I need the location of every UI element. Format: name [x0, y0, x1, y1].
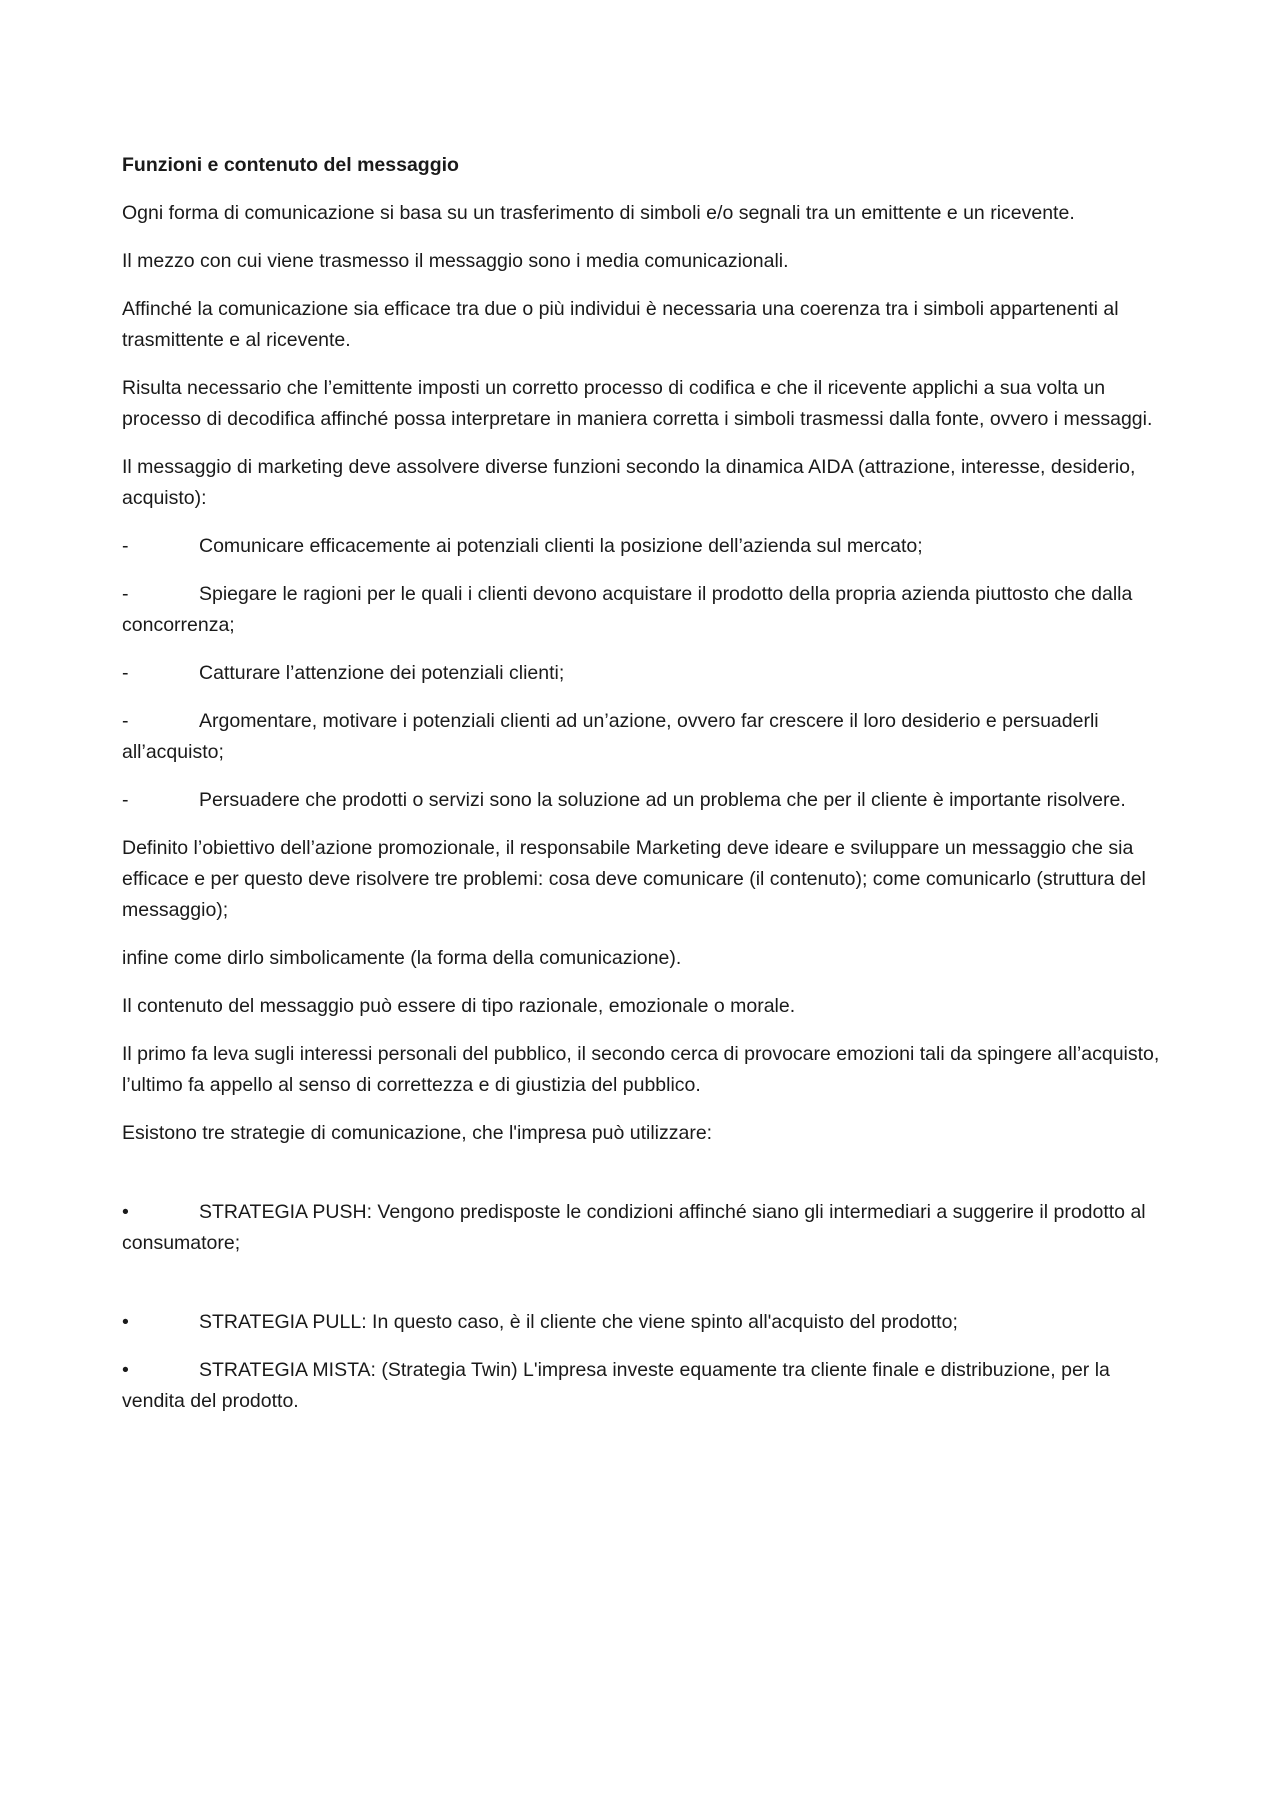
list-item [122, 579, 1172, 641]
strategy-item [122, 1307, 1172, 1338]
paragraph: Esistono tre strategie di comunicazione, che l'impresa può utilizzare: [122, 1122, 713, 1144]
strategy-text: STRATEGIA MISTA: (Strategia Twin) L'impresa investe equamente tra cliente finale e distribuzione, per la vendita del prodotto. [122, 1359, 1110, 1412]
bullet-marker: • [122, 1359, 129, 1381]
strategy-text: STRATEGIA PULL: In questo caso, è il cliente che viene spinto all'acquisto del prodotto; [199, 1311, 958, 1333]
list-item-text: Catturare l’attenzione dei potenziali clienti; [199, 662, 565, 684]
list-item-text: Comunicare efficacemente ai potenziali clienti la posizione dell’azienda sul mercato; [199, 535, 923, 557]
paragraph: Il mezzo con cui viene trasmesso il messaggio sono i media comunicazionali. [122, 250, 789, 272]
list-item [122, 658, 1172, 689]
blank-line [122, 1276, 1172, 1307]
document-title: Funzioni e contenuto del messaggio [122, 154, 459, 176]
paragraph: Ogni forma di comunicazione si basa su un trasferimento di simboli e/o segnali tra un emittente e un ricevente. [122, 202, 1075, 224]
strategy-text: STRATEGIA PUSH: Vengono predisposte le condizioni affinché siano gli intermediari a suggerire il prodotto al consumatore; [122, 1201, 1146, 1254]
dash-marker: - [122, 710, 129, 732]
paragraph: Il messaggio di marketing deve assolvere diverse funzioni secondo la dinamica AIDA (attrazione, interesse, desiderio, acquisto): [122, 456, 1136, 509]
dash-marker: - [122, 583, 129, 605]
strategy-item [122, 1355, 1172, 1417]
dash-marker: - [122, 662, 129, 684]
list-item [122, 785, 1172, 816]
dash-marker: - [122, 535, 129, 557]
paragraph: Affinché la comunicazione sia efficace tra due o più individui è necessaria una coerenza tra i simboli appartenenti al trasmittente e al ricevente. [122, 298, 1119, 351]
paragraph: Risulta necessario che l’emittente imposti un corretto processo di codifica e che il ricevente applichi a sua volta un processo di decodifica affinché possa interpretare in maniera corretta i simboli trasmessi dalla fonte, ovvero i messaggi. [122, 377, 1153, 430]
dash-marker: - [122, 789, 129, 811]
paragraph: Il primo fa leva sugli interessi personali del pubblico, il secondo cerca di provocare emozioni tali da spingere all’acquisto, l’ultimo fa appello al senso di correttezza e di giustizia del pubblico. [122, 1043, 1160, 1096]
list-item [122, 531, 1172, 562]
list-item-text: Persuadere che prodotti o servizi sono la soluzione ad un problema che per il cliente è importante risolvere. [199, 789, 1126, 811]
paragraph: Definito l’obiettivo dell’azione promozionale, il responsabile Marketing deve ideare e sviluppare un messaggio che sia efficace e per questo deve risolvere tre problemi: cosa deve comunicare (il contenuto); come comunicarlo (struttura del messaggio); [122, 837, 1146, 921]
paragraph: Il contenuto del messaggio può essere di tipo razionale, emozionale o morale. [122, 995, 796, 1017]
bullet-marker: • [122, 1201, 129, 1223]
blank-line [122, 1166, 1172, 1197]
list-item-text: Spiegare le ragioni per le quali i clienti devono acquistare il prodotto della propria azienda piuttosto che dalla concorrenza; [122, 583, 1133, 636]
list-item [122, 706, 1172, 768]
paragraph: infine come dirlo simbolicamente (la forma della comunicazione). [122, 947, 682, 969]
strategy-item [122, 1197, 1172, 1259]
list-item-text: Argomentare, motivare i potenziali clienti ad un’azione, ovvero far crescere il loro desiderio e persuaderli all’acquisto; [122, 710, 1099, 763]
document-page [122, 150, 1172, 1434]
bullet-marker: • [122, 1311, 129, 1333]
